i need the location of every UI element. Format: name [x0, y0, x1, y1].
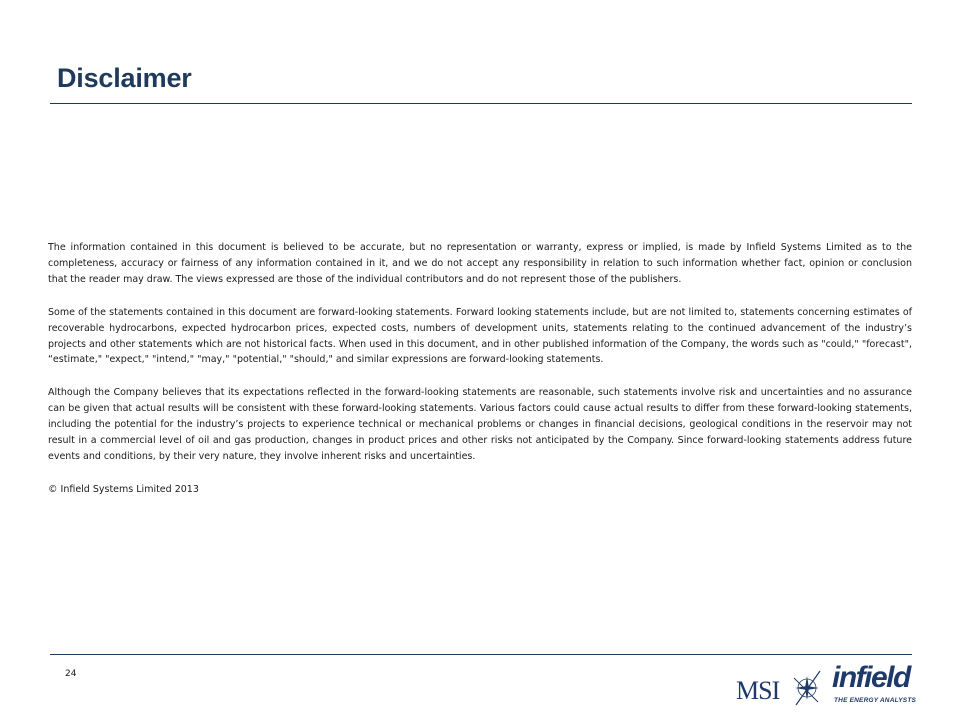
disclaimer-paragraph-3: Although the Company believes that its expectations reflected in the forward-looking statements are reasonable, such statements involve risk and uncertainties and no assurance can be given that actual results will be consistent with these forward-looking statements. Various factors could cause actual results to differ from these forward-looking statements, including the potential for the industry’s projects to experience technical or mechanical problems or changes in financial decisions, geological conditions in the reservoir may not result in a commercial level of oil and gas production, changes in product prices and other risks not anticipated by the Company. Since forward-looking statements address future events and conditions, by their very nature, they involve inherent risks and uncertainties. [48, 387, 912, 462]
page-title: Disclaimer [57, 63, 192, 93]
header-divider [50, 103, 912, 104]
footer-divider [50, 654, 912, 655]
disclaimer-paragraph-2: Some of the statements contained in this document are forward-looking statements. Forward looking statements include, but are not limited to, statements concerning estimates of recoverable hydrocarbons, expected hydrocarbon prices, expected costs, numbers of development units, statements relating to the continued advancement of the industry’s projects and other statements which are not historical facts. When used in this document, and in other published information of the Company, the words such as "could," "forecast", “estimate," "expect," "intend," "may," "potential," "should," and similar expressions are forward-looking statements. [48, 306, 912, 366]
infield-logo-wordmark: infield [832, 661, 910, 694]
page-number: 24 [65, 669, 77, 679]
infield-logo-tagline: THE ENERGY ANALYSTS [834, 697, 917, 704]
disclaimer-body [48, 240, 912, 515]
disclaimer-paragraph-1: The information contained in this document is believed to be accurate, but no representation or warranty, express or implied, is made by Infield Systems Limited as to the completeness, accuracy or fairness of any information contained in it, and we do not accept any responsibility in relation to such information whether fact, opinion or conclusion that the reader may draw. The views expressed are those of the individual contributors and do not represent those of the publishers. [48, 242, 912, 285]
svg-text:MSI: MSI [736, 676, 780, 705]
msi-logo [736, 668, 822, 708]
infield-logo [830, 663, 924, 707]
copyright-notice: © Infield Systems Limited 2013 [48, 483, 199, 495]
compass-star-icon [794, 671, 820, 705]
msi-logo-graphic [736, 668, 822, 708]
